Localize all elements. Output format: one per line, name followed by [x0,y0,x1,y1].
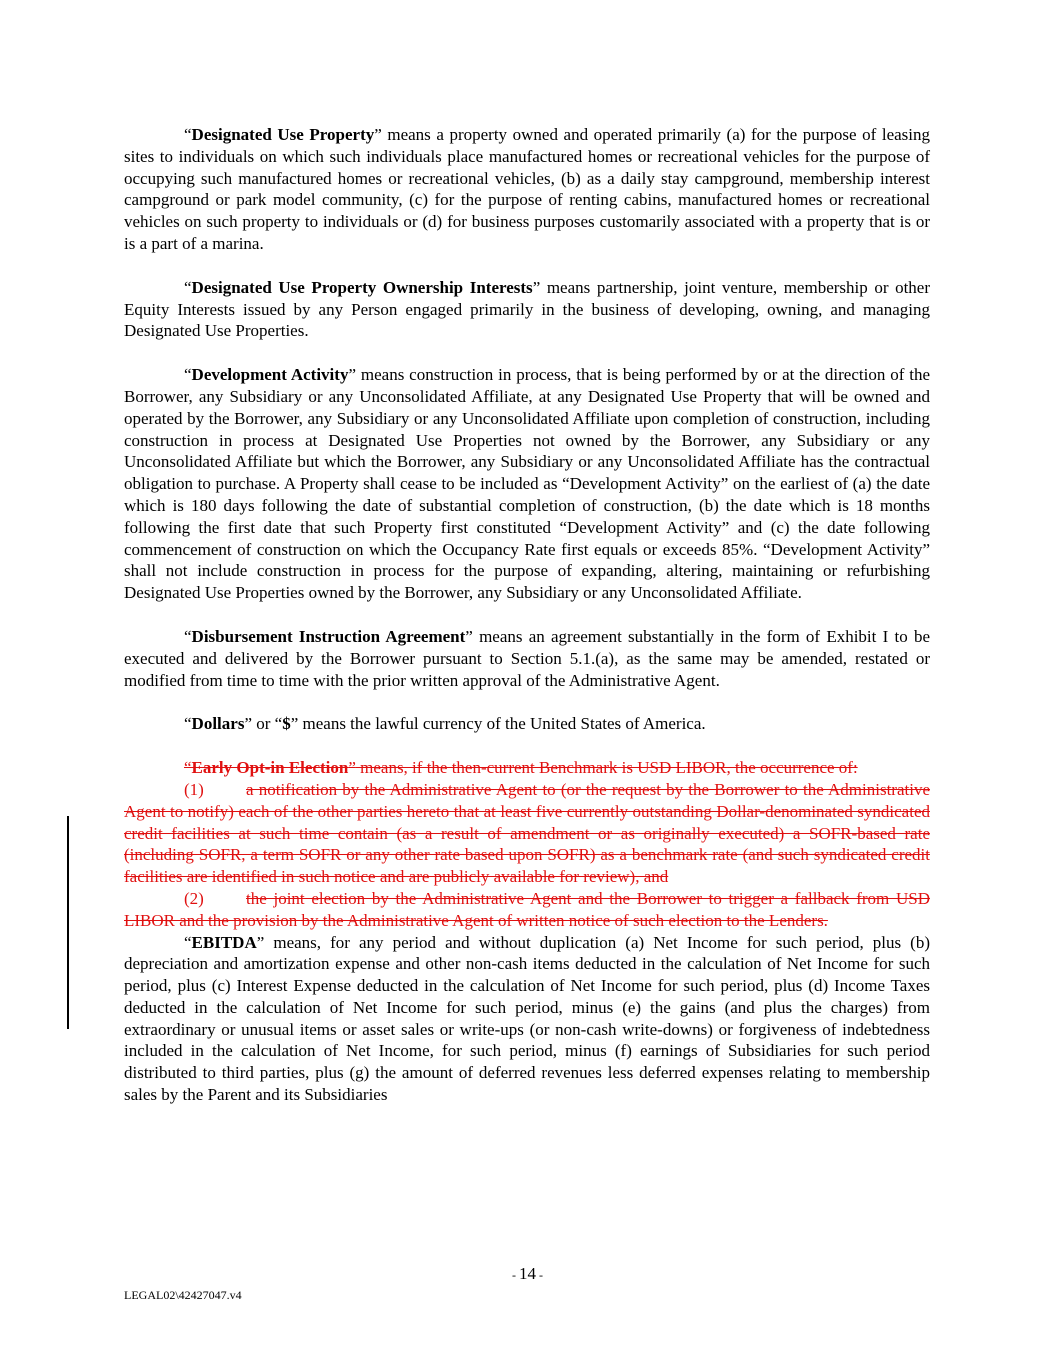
page-dash-left: - [512,1268,519,1282]
defined-term: Designated Use Property [191,125,375,144]
page-dash-right: - [536,1268,543,1282]
item-text: the joint election by the Administrative Agent and the Borrower to trigger a fallback from USD LIBOR and the provision by the Administrative Agent of written notice of such election to the Lenders. [124,888,930,930]
definition-ebitda [124,932,930,1106]
page-number-value: 14 [519,1264,536,1283]
deleted-definition-early-opt-in-election [124,757,930,779]
item-text: a notification by the Administrative Agent to (or the request by the Borrower to the Administrative Agent to notify) each of the other parties hereto that at least five currently outstanding Dollar-denominated syndicated credit facilities at such time contain (as a result of amendment or as originally executed) a SOFR-based rate (including SOFR, a term SOFR or any other rate based upon SOFR) as a benchmark rate (and such syndicated credit facilities are identified in such notice and are publicly available for review), and [124,779,930,887]
definition-text: means partnership, joint venture, membership or other Equity Interests issued by any Person engaged primarily in the business of developing, owning, and managing Designated Use Properties. [124,277,930,341]
definition-text: means a property owned and operated primarily (a) for the purpose of leasing sites to individuals on which such individuals place manufactured homes or recreational vehicles for the purpose of occupying such manufactured homes or recreational vehicles, (b) as a daily stay campground, membership interest campground or park model community, (c) for the purpose of renting cabins, manufactured homes or recreational vehicles on such property to individuals or (d) for business purposes customarily associated with a property that is or is a part of a marina. [124,125,930,253]
definition-designated-use-property-ownership-interests [124,277,930,342]
defined-term: Designated Use Property Ownership Interests [191,277,533,297]
open-quote: “ [184,365,192,385]
definition-text: means the lawful currency of the United States of America. [298,714,706,734]
defined-term: Development Activity [191,365,349,385]
defined-term: Disbursement Instruction Agreement [191,626,466,646]
deleted-item-2 [124,888,930,932]
close-quote: ” [290,714,299,734]
definition-text: means construction in process, that is being performed by or at the direction of the Borrower, any Subsidiary or any Unconsolidated Affiliate, at any Designated Use Property that will be owned and operated by the Borrower, any Subsidiary or any Unconsolidated Affiliate upon completion of construction, including construction in process at Designated Use Properties not owned by the Borrower, any Subsidiary or any Unconsolidated Affiliate but which the Borrower, any Subsidiary or any Unconsolidated Affiliate has the contractual obligation to purchase. A Property shall cease to be included as “Development Activity” on the earliest of (a) the date which is 180 days following the date of substantial completion of construction, (b) the date which is 18 months following the first date that such Property first constituted “Development Activity” and (c) the date following commencement of construction on which the Occupancy Rate first equals or exceeds 85%. “Development Activity” shall not include construction in process for the purpose of expanding, altering, maintaining or refurbishing Designated Use Properties owned by the Borrower, any Subsidiary or any Unconsolidated Affiliate. [124,365,930,603]
definition-text: means, for any period and without duplication (a) Net Income for such period, plus (b) depreciation and amortization expense and other non-cash items deducted in the calculation of Net Income for such period, plus (c) Interest Expense deducted in the calculation of Net Income for such period, plus (d) Income Taxes deducted in the calculation of Net Income for such period, minus (e) the gains (and plus the charges) from extraordinary or unusual items or asset sales or write-ups (or non-cash write-downs) or forgiveness of indebtedness included in the calculation of Net Income, for such period, minus (f) earnings of Subsidiaries for such period distributed to third parties, plus (g) the amount of deferred revenues less deferred expenses relating to membership sales by the Parent and its Subsidiaries [124,932,930,1105]
open-quote: “ [184,277,192,297]
definition-development-activity [124,364,930,604]
definition-designated-use-property [124,124,930,255]
definition-text: means an agreement substantially in the form of Exhibit I to be executed and delivered by the Borrower pursuant to Section 5.1.(a), as the same may be amended, restated or modified from time to time with the prior written approval of the Administrative Agent. [124,626,930,690]
close-quote: ” [374,125,382,144]
close-quote: ” [532,277,541,297]
document-body [124,124,930,1106]
open-quote: “ [184,626,192,646]
page-number [0,1264,1055,1284]
defined-term-dollars: Dollars [191,714,245,734]
open-quote: “ [184,714,192,734]
close-quote: ” [348,365,356,385]
defined-term-dollar-sign: $ [282,714,291,734]
defined-term: EBITDA [191,932,257,952]
deleted-item-1 [124,779,930,888]
open-quote: “ [184,758,192,778]
definition-dollars [124,713,930,735]
definition-disbursement-instruction-agreement [124,626,930,691]
document-id: LEGAL02\42427047.v4 [124,1288,242,1302]
close-quote: ” [465,626,473,646]
defined-term: Early Opt-in Election [191,758,349,778]
item-number: (1) [184,779,204,799]
item-number: (2) [184,888,204,908]
close-quote: ” [348,758,356,778]
open-quote: “ [184,125,192,144]
quote-or: ” or “ [244,714,283,734]
close-quote: ” [256,932,265,952]
definition-text: means, if the then-current Benchmark is USD LIBOR, the occurrence of: [355,758,858,778]
revision-change-bar [67,816,69,1029]
open-quote: “ [184,932,192,952]
